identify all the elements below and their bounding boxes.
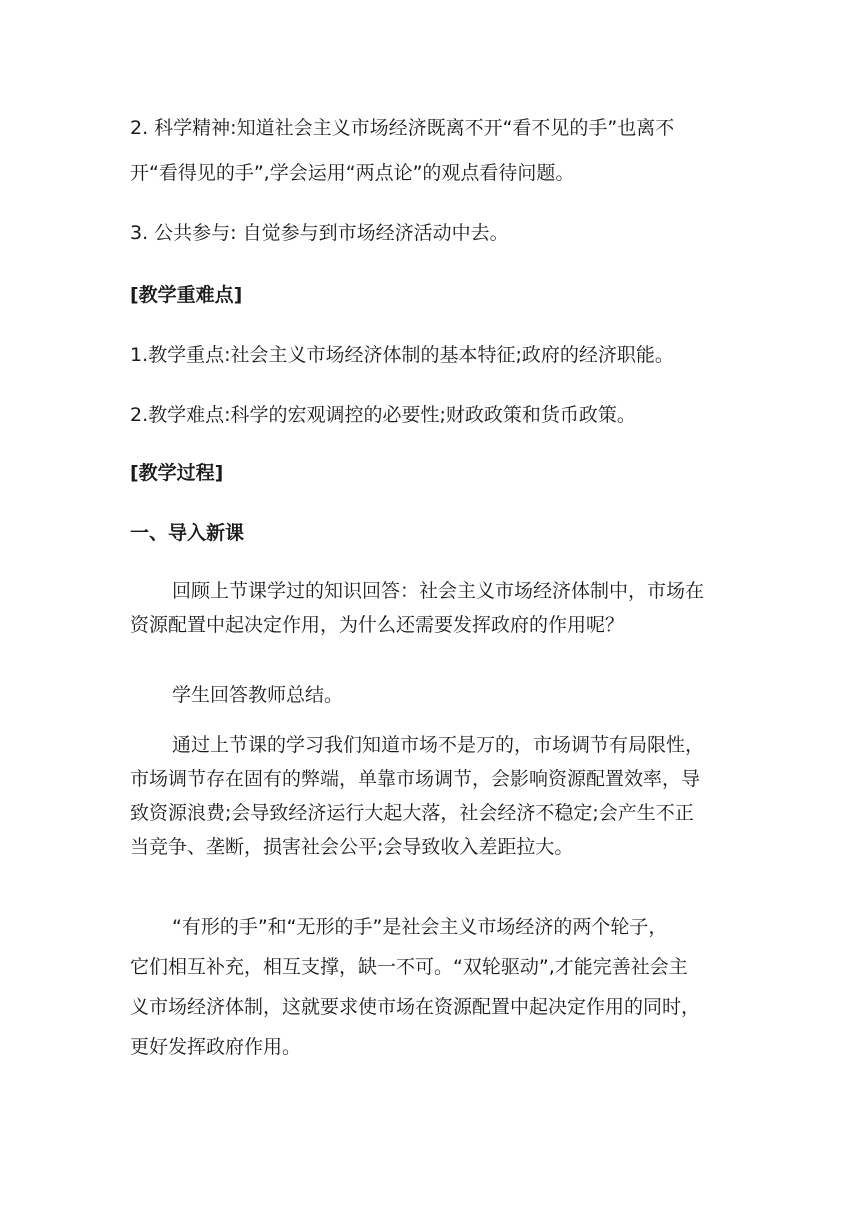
intro-paragraph-1-line-1: 回顾上节课学过的知识回答：社会主义市场经济体制中，市场在 — [172, 580, 705, 602]
objective-item-3: 3. 公共参与: 自觉参与到市场经济活动中去。 — [130, 222, 509, 244]
objective-item-2-line-1: 2. 科学精神:知道社会主义市场经济既离不开“看不见的手”也离不 — [130, 117, 675, 139]
intro-paragraph-4-line-1: “有形的手”和“无形的手”是社会主义市场经济的两个轮子， — [172, 916, 668, 938]
intro-paragraph-2 — [130, 678, 732, 712]
intro-paragraph-4 — [130, 907, 732, 1067]
intro-paragraph-3 — [130, 728, 732, 864]
intro-paragraph-1 — [130, 574, 732, 642]
intro-paragraph-4-line-2: 它们相互补充，相互支撑，缺一不可。“双轮驱动”,才能完善社会主 — [130, 956, 688, 978]
intro-paragraph-4-line-3: 义市场经济体制，这就要求使市场在资源配置中起决定作用的同时， — [130, 996, 701, 1018]
intro-paragraph-3-line-2: 市场调节存在固有的弊端，单靠市场调节，会影响资源配置效率，导 — [130, 768, 701, 790]
key-points-heading: [教学重难点] — [130, 284, 243, 306]
intro-paragraph-3-line-1: 通过上节课的学习我们知道市场不是万的，市场调节有局限性， — [172, 734, 705, 756]
intro-paragraph-4-line-4: 更好发挥政府作用。 — [130, 1036, 302, 1058]
key-point-item-1: 1.教学重点:社会主义市场经济体制的基本特征;政府的经济职能。 — [130, 344, 674, 366]
intro-paragraph-1-line-2: 资源配置中起决定作用，为什么还需要发挥政府的作用呢？ — [130, 614, 625, 636]
intro-paragraph-3-line-3: 致资源浪费;会导致经济运行大起大落，社会经济不稳定;会产生不正 — [130, 802, 694, 824]
key-point-item-2: 2.教学难点:科学的宏观调控的必要性;财政政策和货币政策。 — [130, 404, 636, 426]
intro-paragraph-3-line-4: 当竞争、垄断，损害社会公平;会导致收入差距拉大。 — [130, 836, 574, 858]
intro-paragraph-2-line-1: 学生回答教师总结。 — [172, 684, 344, 706]
objective-item-2-line-2: 开“看得见的手”,学会运用“两点论”的观点看待问题。 — [130, 162, 575, 184]
section-1-title: 一、导入新课 — [130, 522, 245, 544]
process-heading: [教学过程] — [130, 462, 224, 484]
